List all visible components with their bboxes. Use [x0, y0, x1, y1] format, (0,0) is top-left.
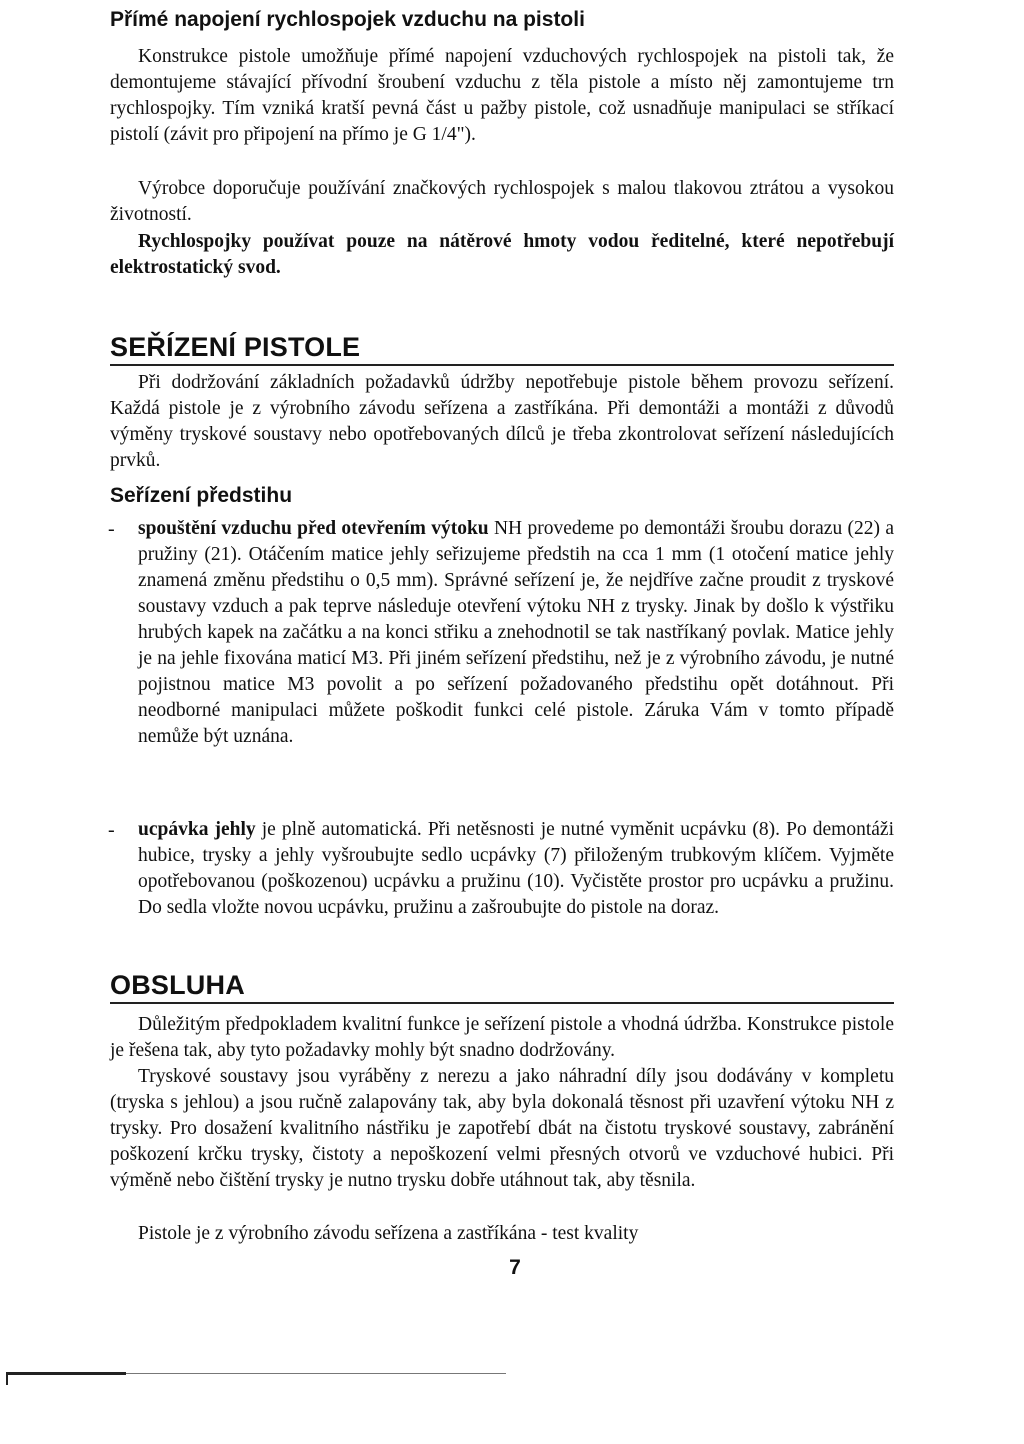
paragraph-obsluha-2: Tryskové soustavy jsou vyráběny z nerezu a jako náhradní díly jsou dodávány v kompletu (tryska s jehlou) a jsou ručně zalapovány tak, aby byla dokonalá těsnost při uzavření výtoku NH z trysky. Pro dosažení kvalitního nástřiku je zapotřebí dbát na čistotu tryskové soustavy, zabránění poškození krčku trysky, čistoty a nepoškození velmi přesných otvorů ve vzduchové hubici. Při výměně nebo čištění trysky je nutno trysku dobře utáhnout tak, aby těsnila. [110, 1066, 894, 1191]
section-heading-serizeni: SEŘÍZENÍ PISTOLE [110, 332, 894, 366]
paragraph-vyrobce: Výrobce doporučuje používání značkových rychlospojek s malou tlakovou ztrátou a vysokou životností. [110, 178, 894, 225]
list-item-lead: spouštění vzduchu před otevřením výtoku [138, 518, 489, 539]
list-item-ucpavka [138, 817, 894, 921]
paragraph-obsluha-1: Důležitým předpokladem kvalitní funkce je seřízení pistole a vhodná údržba. Konstrukce pistole je řešena tak, aby tyto požadavky mohly být snadno dodržovány. [110, 1014, 894, 1061]
bullet-dash: - [108, 518, 115, 540]
list-item-lead: ucpávka jehly [138, 819, 256, 840]
paragraph-konstrukce: Konstrukce pistole umožňuje přímé napojení vzduchových rychlospojek na pistoli tak, že demontujeme stávající přívodní šroubení vzduchu z těla pistole a místo něj zamontujeme trn rychlospojky. Tím vzniká kratší pevná část u pažby pistole, což usnadňuje manipulaci se stříkací pistolí (závit pro připojení na přímo je G 1/4"). [110, 46, 894, 145]
list-item-text: NH provedeme po demontáži šroubu dorazu (22) a pružiny (21). Otáčením matice jehly seřizujeme předstih na cca 1 mm (1 otočení matice jehly znamená změnu předstihu o 0,5 mm). Správné seřízení je, že nejdříve začne proudit z tryskové soustavy vzduch a pak teprve následuje otevření výtoku NH z trysky. Jinak by došlo k výstřiku hrubých kapek na začátku a na konci střiku a znehodnotil se tak nastříkaný povlak. Matice jehly je na jehle fixována maticí M3. Při jiném seřízení předstihu, než je z výrobního závodu, je nutné pojistnou matice M3 povolit a po seřízení požadovaného předstihu opět dotáhnout. Při neodborné manipulaci můžete poškodit funkci celé pistole. Záruka Vám v tomto případě nemůže být uznána. [138, 518, 894, 747]
scan-artifact-line [6, 1375, 8, 1385]
bullet-dash: - [108, 819, 115, 841]
list-item-text: je plně automatická. Při netěsnosti je nutné vyměnit ucpávku (8). Po demontáži hubice, trysky a jehly vyšroubujte sedlo ucpávky (7) přiloženým trubkovým klíčem. Vyjměte opotřebovanou (poškozenou) ucpávku a pružinu (10). Vyčistěte prostor pro ucpávku a pružinu. Do sedla vložte novou ucpávku, pružinu a zašroubujte do pistole na doraz. [138, 819, 894, 918]
list-item-predstih [138, 516, 894, 750]
section-heading-obsluha: OBSLUHA [110, 970, 894, 1004]
paragraph-obsluha-3: Pistole je z výrobního závodu seřízena a zastříkána - test kvality [138, 1223, 639, 1244]
paragraph-warning-rychlospojky: Rychlospojky používat pouze na nátěrové hmoty vodou ředitelné, které nepotřebují elektrostatický svod. [110, 231, 894, 278]
page-number: 7 [509, 1256, 521, 1279]
paragraph-serizeni-intro: Při dodržování základních požadavků údržby nepotřebuje pistole během provozu seřízení. Každá pistole je z výrobního závodu seřízena a zastříkána. Při demontáži a montáži z důvodů výměny tryskové soustavy nebo opotřebovaných dílců je třeba zkontrolovat seřízení následujících prvků. [110, 372, 894, 471]
scan-artifact-line [126, 1373, 506, 1374]
heading-quick-coupling: Přímé napojení rychlospojek vzduchu na pistoli [110, 8, 585, 31]
subheading-serizeni-predstihu: Seřízení předstihu [110, 484, 293, 507]
scan-artifact-line [6, 1372, 126, 1375]
